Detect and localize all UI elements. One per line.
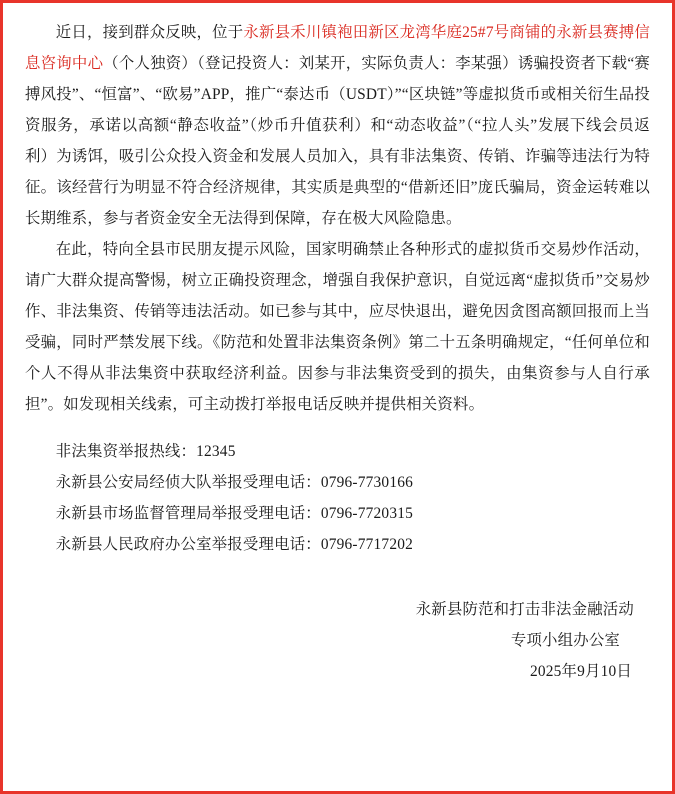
contact-separator: ： [180, 443, 197, 460]
contact-label: 永新县市场监督管理局举报受理电话 [55, 505, 306, 522]
paragraph-1 [25, 17, 650, 234]
signature-office: 专项小组办公室 [510, 632, 620, 649]
paragraph-1-run-2-highlight: 永新县禾川镇袍田新区龙湾华庭25#7号商铺的永新县赛搏信息咨询中心 [25, 24, 650, 72]
signature-date: 2025年9月10日 [529, 663, 632, 680]
contact-value: 0796-7717202 [320, 536, 414, 553]
contact-separator: ： [305, 474, 321, 491]
contact-line [56, 436, 650, 467]
contact-label: 非法集资举报热线 [55, 443, 181, 460]
paragraph-1-run-1: 近日，接到群众反映，位于 [55, 24, 244, 41]
paragraph-1-run-3: （个人独资）（登记投资人：刘某开，实际负责人：李某强）诱骗投资者下载“赛搏风投”、“恒富”、“欧易”APP，推广“泰达币（USDT）”“区块链”等虚拟货币或相关衍生品投资服务，承诺以高额“静态收益”（炒币升值获利）和“动态收益”（“拉人头”发展下线会员返利）为诱饵，吸引公众投入资金和发展人员加入，具有非法集资、传销、诈骗等违法行为特征。该经营行为明显不符合经济规律，其实质是典型的“借新还旧”庞氏骗局，资金运转难以长期维系，参与者资金安全无法得到保障，存在极大风险隐患。 [25, 55, 650, 227]
contact-list [25, 436, 650, 560]
contact-label: 永新县人民政府办公室举报受理电话 [55, 536, 306, 553]
signature-block [25, 594, 650, 687]
contact-line [56, 529, 650, 560]
signature-organization: 永新县防范和打击非法金融活动 [415, 601, 634, 618]
contact-line [56, 498, 650, 529]
contact-value: 0796-7720315 [320, 505, 414, 522]
contact-label: 永新县公安局经侦大队举报受理电话 [55, 474, 306, 491]
paragraph-2 [25, 234, 650, 420]
contact-value: 0796-7730166 [320, 474, 414, 491]
contact-separator: ： [305, 505, 321, 522]
contact-line [56, 467, 650, 498]
paragraph-2-run-1: 在此，特向全县市民朋友提示风险，国家明确禁止各种形式的虚拟货币交易炒作活动，请广大群众提高警惕，树立正确投资理念，增强自我保护意识，自觉远离“虚拟货币”交易炒作、非法集资、传销等违法活动。如已参与其中，应尽快退出，避免因贪图高额回报而上当受骗，同时严禁发展下线。《防范和处置非法集资条例》第二十五条明确规定，“任何单位和个人不得从非法集资中获取经济利益。因参与非法集资受到的损失，由集资参与人自行承担”。如发现相关线索，可主动拨打举报电话反映并提供相关资料。 [25, 241, 650, 413]
contact-value: 12345 [196, 443, 236, 460]
document-body [25, 17, 650, 687]
contact-separator: ： [305, 536, 321, 553]
